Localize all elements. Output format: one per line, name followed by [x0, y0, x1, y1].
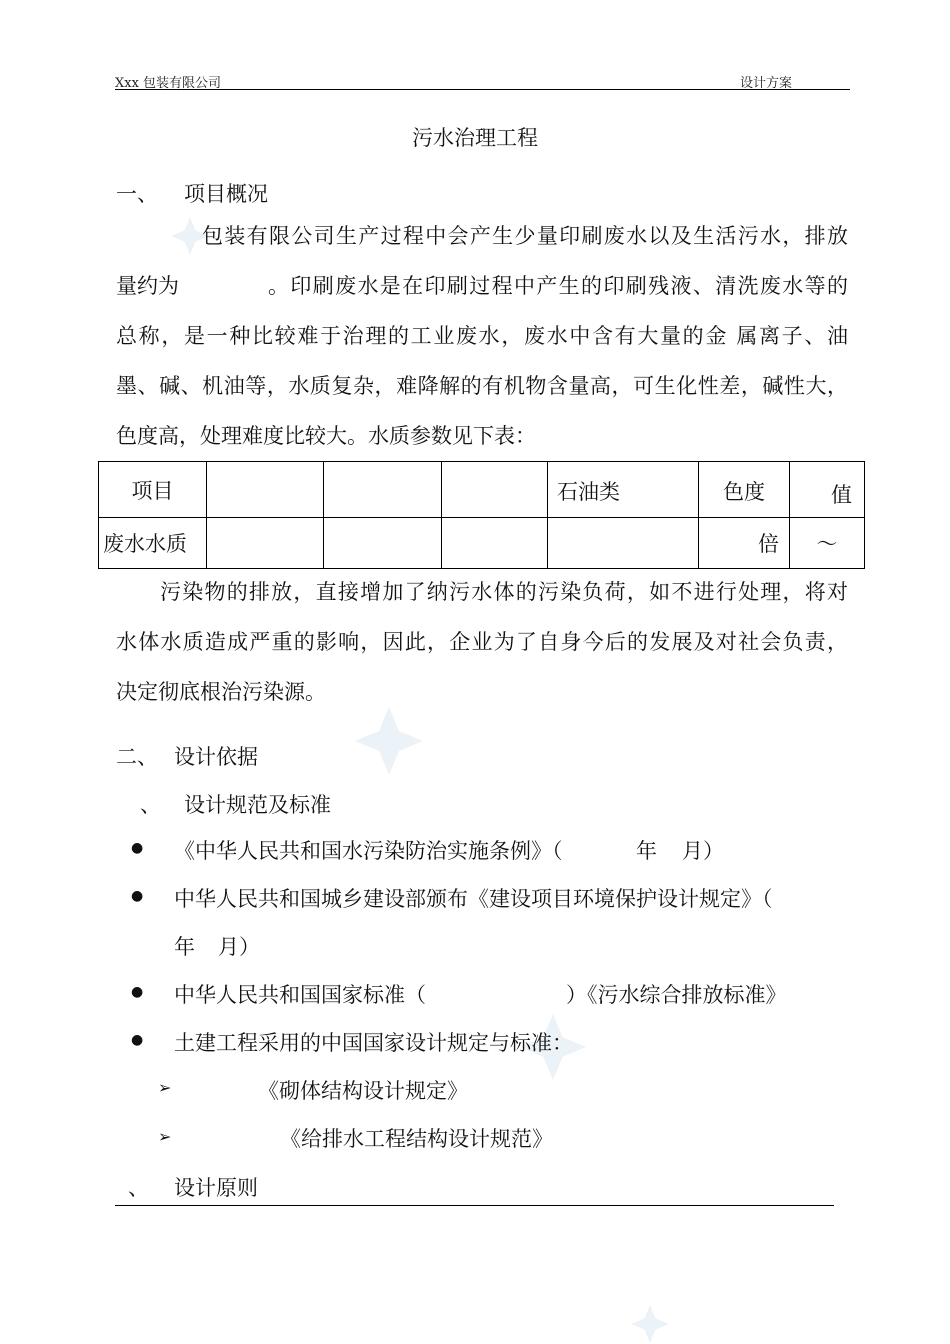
bullet-icon: ● — [131, 984, 144, 1000]
bullet-2-text: 中华人民共和国城乡建设部颁布《建设项目环境保护设计规定》（ — [174, 887, 773, 911]
bullet-icon: ● — [131, 888, 144, 904]
section1-line-3: 总称，是一种比较难于治理的工业废水，废水中含有大量的金 属离子、油 — [116, 324, 848, 348]
footer-rule — [115, 1205, 834, 1206]
section2-number: 二、 — [116, 745, 158, 769]
bullet-4-text: 土建工程采用的中国国家设计规定与标准： — [174, 1031, 573, 1055]
arrow-item-2: 《给排水工程结构设计规范》 — [280, 1127, 553, 1151]
bullet-icon: ● — [131, 1032, 144, 1048]
sub2-heading: 设计原则 — [174, 1176, 258, 1200]
section1-line-4: 墨、碱、机油等，水质复杂，难降解的有机物含量高，可生化性差，碱性大， — [116, 374, 848, 398]
bullet-2-month: 月） — [218, 935, 260, 959]
table-cell: 色度 — [699, 462, 790, 518]
table-cell: 倍 — [699, 518, 790, 569]
table-row — [99, 518, 865, 569]
sub1-heading: 设计规范及标准 — [184, 793, 331, 817]
water-quality-table — [98, 461, 865, 569]
bullet-3-standard: ）《污水综合排放标准》 — [566, 983, 787, 1007]
section1-heading: 项目概况 — [184, 182, 268, 206]
sub2-marker: 、 — [128, 1176, 149, 1200]
sub1-marker: 、 — [140, 793, 161, 817]
arrow-icon: ➢ — [158, 1078, 172, 1097]
section2-heading: 设计依据 — [174, 745, 258, 769]
para2-line-1: 污染物的排放，直接增加了纳污水体的污染负荷，如不进行处理，将对 — [160, 580, 848, 604]
table-cell — [324, 462, 442, 518]
table-cell — [207, 518, 324, 569]
header-company: Xxx 包装有限公司 — [115, 76, 222, 91]
section1-line-5: 色度高，处理难度比较大。水质参数见下表： — [116, 424, 536, 448]
bullet-1-year: 年 — [636, 839, 657, 863]
table-cell: ～ — [790, 518, 865, 569]
bullet-1-month: 月） — [682, 839, 724, 863]
table-cell — [548, 518, 699, 569]
para2-line-3: 决定彻底根治污染源。 — [116, 680, 326, 704]
table-header-row — [99, 462, 865, 518]
watermark-snowflake-icon — [630, 1304, 670, 1344]
table-cell — [324, 518, 442, 569]
arrow-icon: ➢ — [158, 1127, 172, 1146]
section1-line-2a: 量约为 — [116, 274, 179, 298]
table-cell: 废水水质 — [99, 518, 207, 569]
bullet-3-text: 中华人民共和国国家标准（ — [174, 983, 426, 1007]
bullet-2-year: 年 — [174, 935, 195, 959]
table-cell: 项目 — [99, 462, 207, 518]
bullet-icon: ● — [131, 840, 144, 856]
page-title: 污水治理工程 — [412, 126, 538, 150]
arrow-item-1: 《砌体结构设计规定》 — [258, 1079, 468, 1103]
bullet-1-text: 《中华人民共和国水污染防治实施条例》（ — [174, 839, 563, 863]
para2-line-2: 水体水质造成严重的影响，因此，企业为了自身今后的发展及对社会负责， — [116, 630, 848, 654]
table-cell — [442, 518, 548, 569]
watermark-snowflake-icon — [353, 705, 425, 777]
section1-number: 一、 — [116, 182, 158, 206]
header-doc-type: 设计方案 — [740, 76, 793, 91]
table-cell — [207, 462, 324, 518]
section1-line-2b: 。印刷废水是在印刷过程中产生的印刷残液、清洗废水等的 — [268, 274, 848, 298]
header-rule — [115, 89, 850, 90]
table-cell: 值 — [790, 462, 865, 518]
section1-line-1: 包装有限公司生产过程中会产生少量印刷废水以及生活污水，排放 — [202, 224, 848, 248]
table-cell: 石油类 — [548, 462, 699, 518]
table-cell — [442, 462, 548, 518]
